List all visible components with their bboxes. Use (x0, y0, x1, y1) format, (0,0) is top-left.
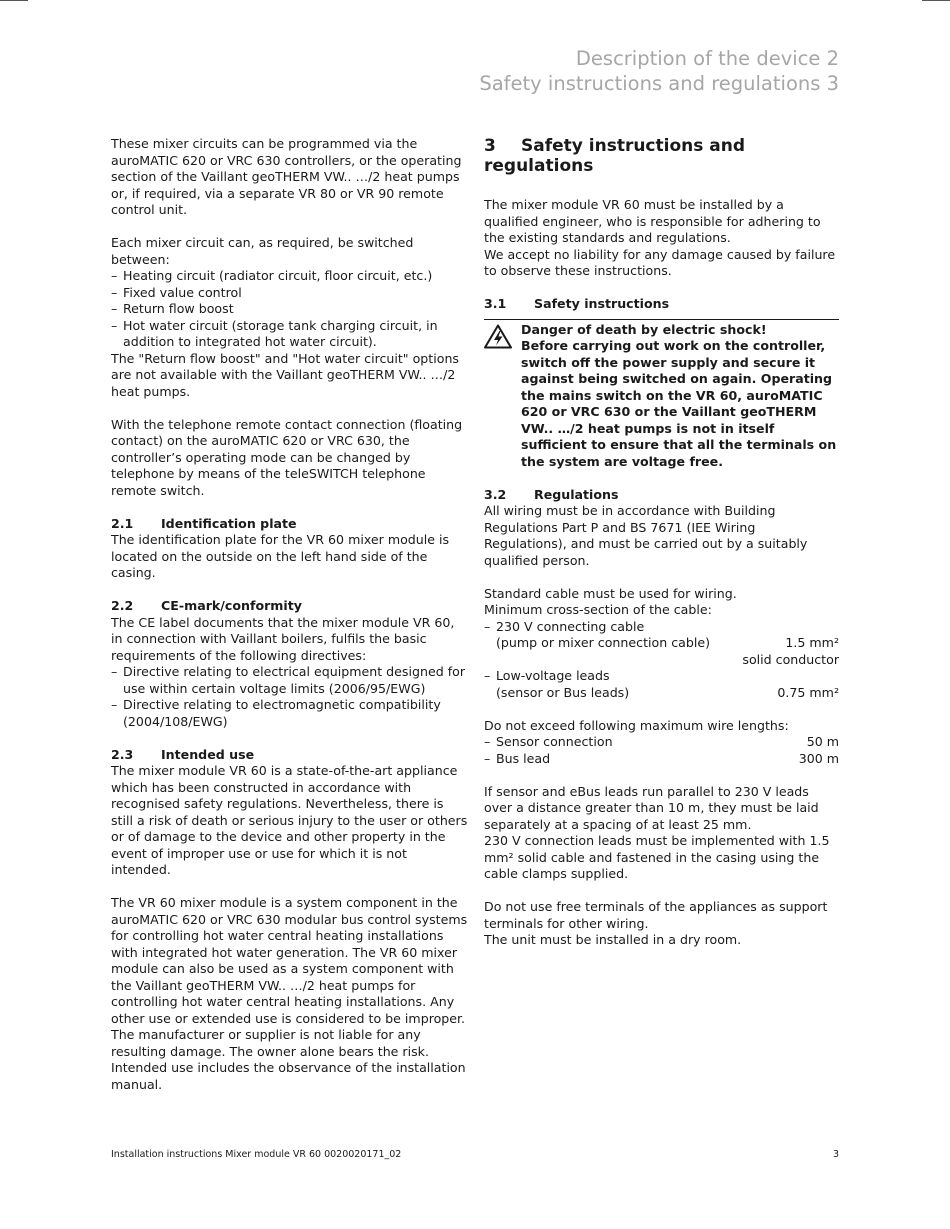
list-item: – Return flow boost (111, 301, 468, 318)
section-heading-2-3 (111, 747, 468, 764)
paragraph: If sensor and eBus leads run parallel to 230 V leads over a distance greater than 10 m, they must be laid separately at a spacing of at least 25 mm. (484, 783, 819, 832)
cable-name: – Low-voltage leads (496, 668, 610, 683)
section-heading-3 (484, 136, 839, 176)
section-number: 3 (484, 136, 496, 156)
paragraph: The unit must be installed in a dry room. (484, 932, 742, 947)
cable-name: – 230 V connecting cable (496, 618, 645, 634)
list-item (484, 751, 839, 768)
paragraph: The mixer module VR 60 is a state-of-the-art appliance which has been constructed in accordance with recognised safety regulations. Nevertheless, there is still a risk of death or serious injury to the user or others or of damage to the device and other property in the event of improper use or use for which it is not intended. (111, 763, 468, 877)
paragraph: 230 V connection leads must be implemented with 1.5 mm² solid cable and fastened in the casing using the cable clamps supplied. (484, 833, 830, 881)
paragraph: The mixer module VR 60 must be installed by a qualified engineer, who is responsible for adhering to the existing standards and regulations. (484, 197, 821, 245)
paragraph: Do not use free terminals of the appliances as support terminals for other wiring. (484, 899, 828, 931)
section-heading-2-2 (111, 598, 468, 615)
length-value: 300 m (798, 750, 839, 766)
length-name: – Sensor connection (496, 734, 613, 749)
header-line-2: Safety instructions and regulations 3 (479, 72, 839, 95)
cable-note: solid conductor (742, 651, 839, 667)
list-item: – Directive relating to electromagnetic compatibility (2004/108/EWG) (111, 697, 468, 730)
list-item: – Directive relating to electrical equipment designed for use within certain voltage limits (2006/95/EWG) (111, 664, 468, 697)
section-title: Safety instructions and regulations (484, 136, 746, 176)
list-item: – Hot water circuit (storage tank charging circuit, in addition to integrated hot water circuit). (111, 318, 468, 351)
right-column (484, 136, 839, 949)
paragraph: We accept no liability for any damage caused by failure to observe these instructions. (484, 246, 836, 278)
paragraph: With the telephone remote contact connection (floating contact) on the auroMATIC 620 or VRC 630, the controller’s operating mode can be changed by telephone by means of the teleSWITCH telephone remote switch. (111, 416, 463, 498)
paragraph: The VR 60 mixer module is a system component in the auroMATIC 620 or VRC 630 modular bus control systems for controlling hot water central heating installations with integrated hot water generation. The VR 60 mixer module can also be used as a system component with the Vaillant geoTHERM VW.. …/2 heat pumps for controlling hot water central heating installations. Any other use or extended use is considered to be improper. The manufacturer or supplier is not liable for any resulting damage. The owner alone bears the risk. Intended use includes the observance of the installation manual. (111, 895, 468, 1092)
paragraph: Standard cable must be used for wiring. (484, 585, 737, 601)
section-number: 2.2 (111, 598, 134, 613)
cable-list (484, 619, 839, 702)
paragraph: Minimum cross-section of the cable: (484, 602, 712, 617)
list-item: – Heating circuit (radiator circuit, floor circuit, etc.) (111, 268, 468, 285)
directive-list (111, 664, 468, 730)
page-number: 3 (832, 1149, 839, 1160)
paragraph: These mixer circuits can be programmed via the auroMATIC 620 or VRC 630 controllers, or the operating section of the Vaillant geoTHERM VW.. …/2 heat pumps or, if required, via a separate VR 80 or VR 90 remote control unit. (111, 136, 462, 217)
section-number: 2.3 (111, 746, 134, 762)
page-footer (111, 1149, 839, 1160)
left-column (111, 136, 468, 1093)
list-item (484, 668, 839, 701)
footer-text: Installation instructions Mixer module VR 60 0020020171_02 (111, 1149, 402, 1160)
paragraph: Each mixer circuit can, as required, be switched between: (111, 235, 414, 267)
section-title: Identification plate (161, 515, 297, 531)
circuit-type-list (111, 268, 468, 351)
list-item: – Fixed value control (111, 285, 468, 302)
paragraph: All wiring must be in accordance with Building Regulations Part P and BS 7671 (IEE Wiring Regulations), and must be carried out by a suitably qualified person. (484, 503, 808, 568)
section-heading-3-1 (484, 296, 839, 313)
section-title: Regulations (534, 486, 619, 502)
cable-value: 1.5 mm² (785, 635, 839, 650)
paragraph: Do not exceed following maximum wire lengths: (484, 717, 789, 733)
section-number: 3.1 (484, 296, 507, 311)
section-heading-2-1 (111, 516, 468, 533)
section-title: Intended use (161, 746, 255, 762)
section-number: 2.1 (111, 515, 134, 531)
section-number: 3.2 (484, 486, 507, 502)
cable-description: (sensor or Bus leads) (496, 684, 630, 700)
section-title: CE-mark/conformity (161, 598, 302, 613)
header-line-1: Description of the device 2 (575, 47, 839, 70)
warning-text: Before carrying out work on the controller, switch off the power supply and secure it against being switched on again. Operating the mains switch on the VR 60, auroMATIC 620 or VRC 630 or the Vaillant geoTHERM VW.. …/2 heat pumps is not in itself sufficient to ensure that all the terminals on the system are voltage free. (521, 338, 837, 469)
length-name: – Bus lead (496, 750, 551, 766)
page-header (479, 46, 839, 96)
list-item (484, 619, 839, 669)
length-value: 50 m (806, 734, 839, 749)
section-heading-3-2 (484, 487, 839, 504)
cable-description: (pump or mixer connection cable) (496, 635, 710, 650)
wire-length-list (484, 734, 839, 767)
paragraph: The identification plate for the VR 60 mixer module is located on the outside on the left hand side of the casing. (111, 532, 450, 580)
paragraph: The "Return flow boost" and "Hot water circuit" options are not available with the Vaillant geoTHERM VW.. …/2 heat pumps. (111, 350, 459, 399)
paragraph: The CE label documents that the mixer module VR 60, in connection with Vaillant boilers, fulfils the basic requirements of the following directives: (111, 614, 455, 663)
section-title: Safety instructions (534, 296, 670, 311)
list-item (484, 734, 839, 751)
electric-shock-warning-icon (484, 322, 521, 471)
cable-value: 0.75 mm² (777, 684, 839, 700)
warning-box (484, 319, 839, 471)
warning-title: Danger of death by electric shock! (521, 321, 767, 337)
